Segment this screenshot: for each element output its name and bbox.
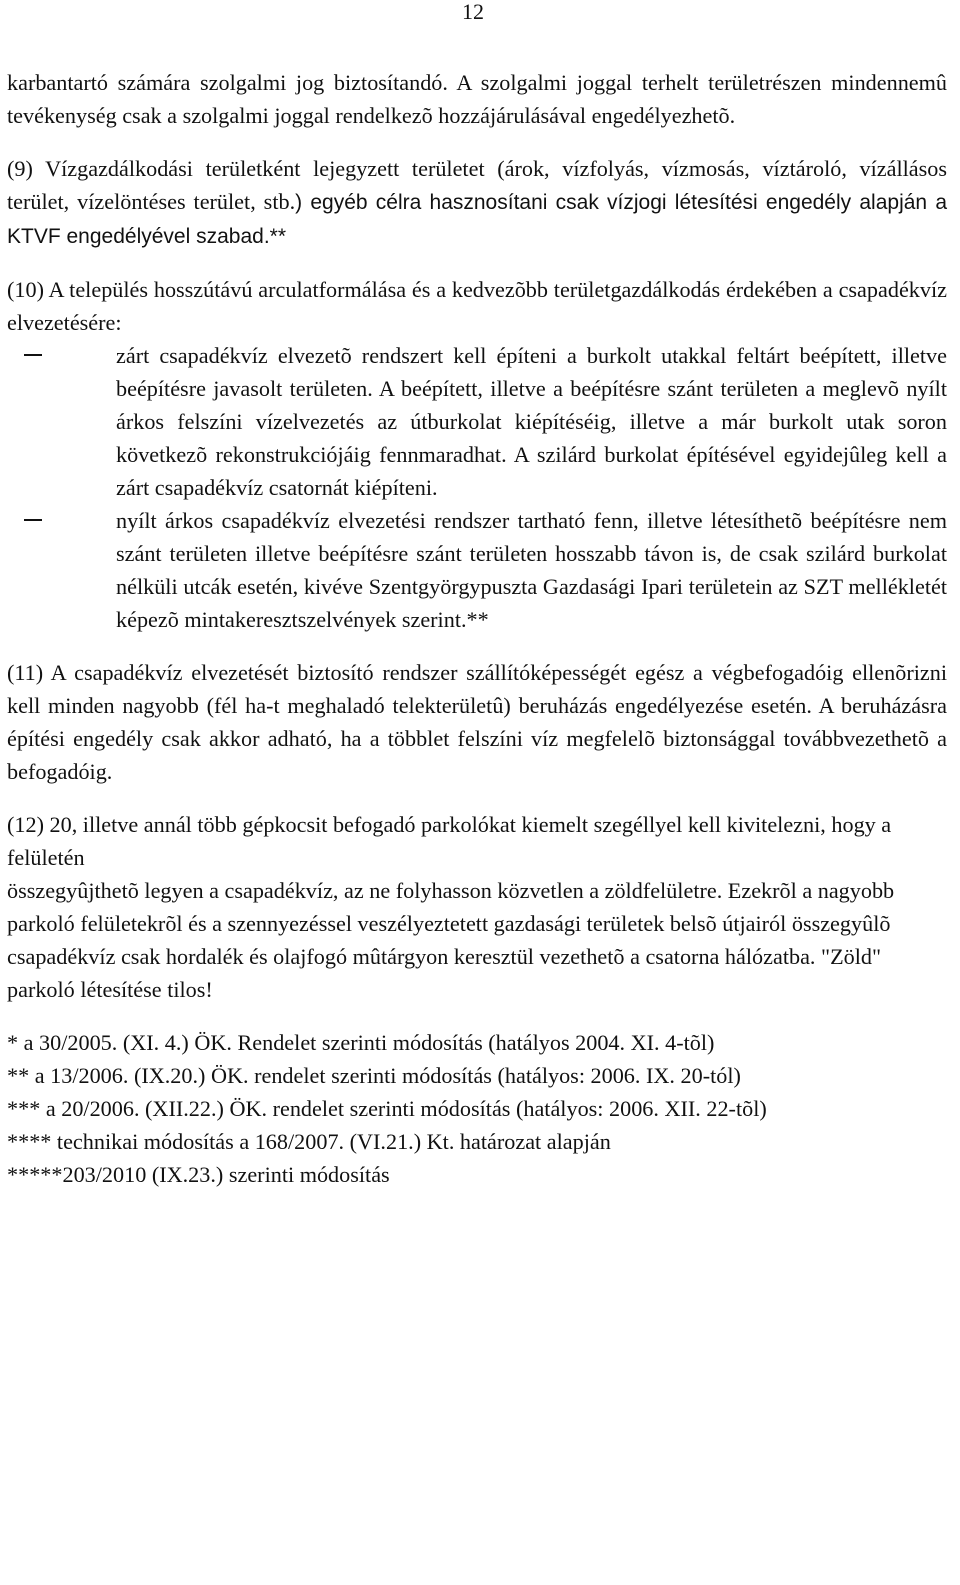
page-number: 12 — [462, 0, 484, 24]
paragraph-9-serif-text: (9) Vízgazdálkodási területként lejegyzett területet (árok, vízfolyás, vízmosás, víztároló, vízállásos terület, vízelöntéses terület, stb. — [7, 156, 947, 214]
paragraph-10-intro: (10) A település hosszútávú arculatformálása és a kedvezõbb területgazdálkodás érdekében a csapadékvíz elvezetésére: — [7, 277, 947, 335]
paragraph-9 — [7, 152, 947, 253]
list-item-text: zárt csapadékvíz elvezetõ rendszert kell építeni a burkolt utakkal feltárt beépített, illetve beépítésre javasolt területen. A beépített, illetve a beépítésre szánt területen a meglevõ nyílt árkos felszíni vízelvezetés az útburkolat kiépítéséig, illetve a már burkolt utak soron következõ rekonstrukciójáig fennmaradhat. A szilárd burkolat építésével egyidejûleg kell a zárt csapadékvíz csatornát kiépíteni. — [116, 343, 947, 500]
paragraph-8-text: karbantartó számára szolgalmi jog biztosítandó. A szolgalmi joggal terhelt területrészen mindennemû tevékenység csak a szolgalmi joggal rendelkezõ hozzájárulásával engedélyezhetõ. — [7, 70, 947, 128]
footnote: ** a 13/2006. (IX.20.) ÖK. rendelet szerinti módosítás (hatályos: 2006. IX. 20-tól) — [7, 1063, 741, 1088]
paragraph-9-text — [7, 152, 947, 253]
document-body — [7, 66, 947, 1191]
paragraph-9-sans-text: ) egyéb célra hasznosítani csak vízjogi létesítési engedély alapján a KTVF engedélyével szabad.** — [7, 191, 947, 248]
footnote: *** a 20/2006. (XII.22.) ÖK. rendelet szerinti módosítás (hatályos: 2006. XII. 22-tõl) — [7, 1096, 767, 1121]
footnotes — [7, 1026, 947, 1191]
footnote: *****203/2010 (IX.23.) szerinti módosítás — [7, 1162, 390, 1187]
dash-bullet-icon — [24, 354, 42, 356]
list-item — [7, 339, 947, 504]
list-item-text: nyílt árkos csapadékvíz elvezetési rendszer tartható fenn, illetve létesíthetõ beépítésre nem szánt területen illetve beépítésre szánt területen hosszabb távon is, de csak szilárd burkolat nélküli utcák esetén, kivéve Szentgyörgypuszta Gazdasági Ipari területein az SZT mellékletét képezõ mintakeresztszelvények szerint.** — [116, 508, 947, 632]
paragraph-10 — [7, 273, 947, 636]
paragraph-11 — [7, 656, 947, 788]
paragraph-12 — [7, 808, 947, 1006]
paragraph-12-line: összegyûjthetõ legyen a csapadékvíz, az ne folyhasson közvetlen a zöldfelületre. Ezekrõl a nagyobb — [7, 878, 895, 903]
paragraph-8-continuation — [7, 66, 947, 132]
footnote: **** technikai módosítás a 168/2007. (VI.21.) Kt. határozat alapján — [7, 1129, 611, 1154]
paragraph-12-line: parkoló felületekrõl és a szennyezéssel veszélyeztetett gazdasági területek belsõ útjairól összegyûlõ — [7, 911, 891, 936]
list-item — [7, 504, 947, 636]
footnote: * a 30/2005. (XI. 4.) ÖK. Rendelet szerinti módosítás (hatályos 2004. XI. 4-tõl) — [7, 1030, 715, 1055]
paragraph-10-dash-list — [7, 339, 947, 636]
paragraph-12-line: (12) 20, illetve annál több gépkocsit befogadó parkolókat kiemelt szegéllyel kell kivitelezni, hogy a felületén — [7, 812, 892, 870]
paragraph-12-line: parkoló létesítése tilos! — [7, 977, 213, 1002]
dash-bullet-icon — [24, 519, 42, 521]
paragraph-11-text: (11) A csapadékvíz elvezetését biztosító rendszer szállítóképességét egész a végbefogadóig ellenõrizni kell minden nagyobb (fél ha-t meghaladó telekterületû) beruházás engedélyezése esetén. A beruházásra építési engedély csak akkor adható, ha a többlet felszíni víz megfelelõ biztonsággal továbbvezethetõ a befogadóig. — [7, 660, 947, 784]
paragraph-12-line: csapadékvíz csak hordalék és olajfogó mûtárgyon keresztül vezethetõ a csatorna hálózatba. "Zöld" — [7, 944, 882, 969]
